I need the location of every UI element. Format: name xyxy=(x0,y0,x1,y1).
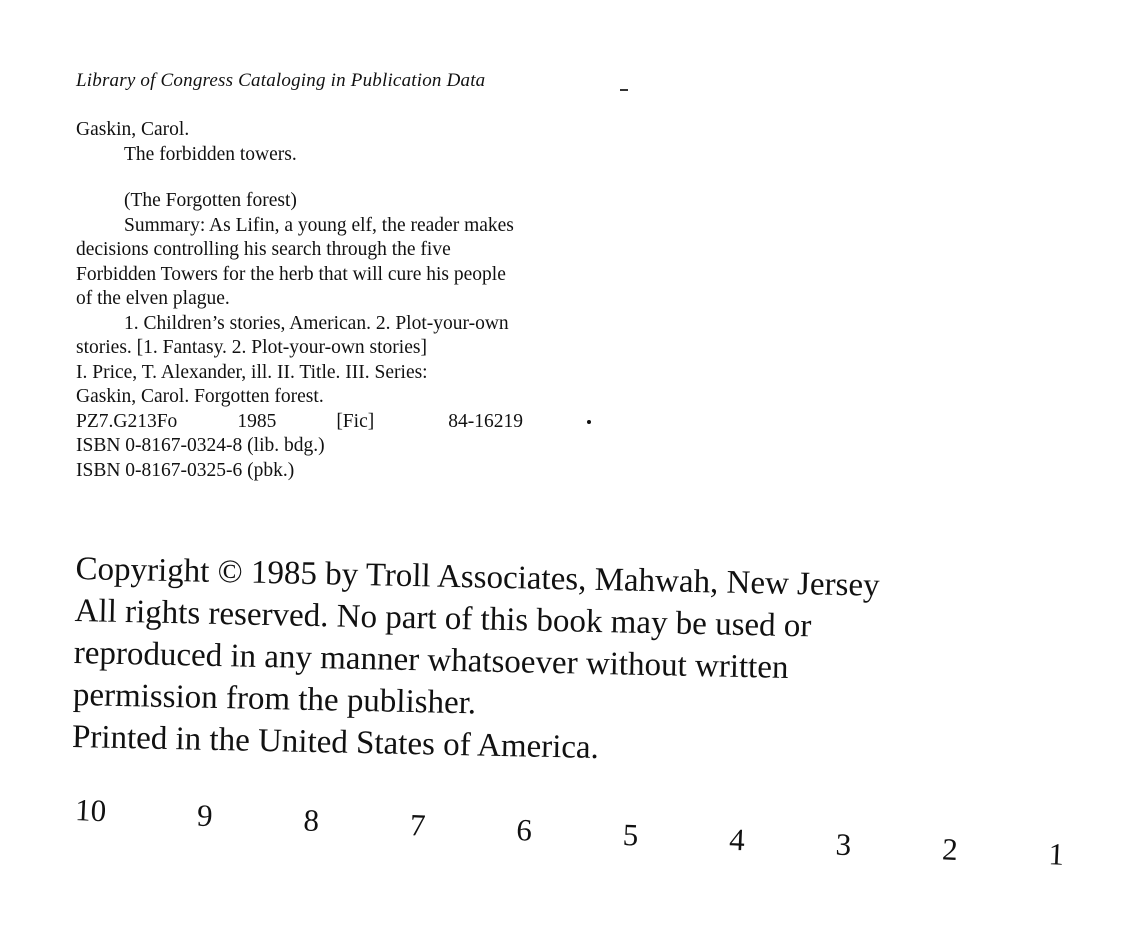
rights-line: reproduced in any manner whatsoever without written xyxy=(73,634,789,686)
cip-author: Gaskin, Carol. xyxy=(76,119,190,140)
cip-summary-line: decisions controlling his search through the five xyxy=(76,239,451,260)
scan-speck xyxy=(620,89,628,91)
cip-subject-line: 1. Children’s stories, American. 2. Plot-your-own xyxy=(124,312,509,334)
cip-subject-line: stories. [1. Fantasy. 2. Plot-your-own stories] xyxy=(76,337,427,358)
cip-summary-line: of the elven plague. xyxy=(76,288,230,309)
copyright-notice xyxy=(72,548,1116,780)
printing-number: 2 xyxy=(941,831,959,868)
cip-gap xyxy=(76,167,696,189)
printing-number: 5 xyxy=(622,816,640,853)
cip-isbn-lib: ISBN 0-8167-0324-8 (lib. bdg.) xyxy=(76,435,325,456)
cip-title: The forbidden towers. xyxy=(124,143,297,165)
cip-series: (The Forgotten forest) xyxy=(124,190,297,211)
rights-line: permission from the publisher. xyxy=(72,676,477,722)
printing-number: 8 xyxy=(302,802,320,839)
cip-year: 1985 xyxy=(237,410,277,432)
cip-lccn: 84-16219 xyxy=(448,410,523,432)
printing-number: 1 xyxy=(1047,836,1065,872)
copyright-line: Copyright © 1985 by Troll Associates, Mahwah, New Jersey xyxy=(75,550,880,604)
printing-line xyxy=(74,792,1065,873)
printing-number: 7 xyxy=(409,807,427,843)
printing-number: 9 xyxy=(196,797,214,834)
cip-call-number: PZ7.G213Fo xyxy=(76,410,178,432)
rights-line: All rights reserved. No part of this book may be used or xyxy=(74,592,812,645)
printing-number: 4 xyxy=(728,821,746,858)
printed-in-line: Printed in the United States of America. xyxy=(71,718,600,766)
cip-summary-line: Summary: As Lifin, a young elf, the reader makes xyxy=(124,214,514,236)
printing-number: 6 xyxy=(515,812,533,848)
cip-isbn-pbk: ISBN 0-8167-0325-6 (pbk.) xyxy=(76,459,295,481)
printing-number: 3 xyxy=(834,826,853,863)
printing-number: 10 xyxy=(74,792,107,829)
cip-subject-line: I. Price, T. Alexander, ill. II. Title. III. Series: xyxy=(76,361,428,383)
cip-fic: [Fic] xyxy=(336,410,375,432)
cip-block xyxy=(76,118,696,483)
cip-classification-line xyxy=(76,410,696,435)
cip-summary-line: Forbidden Towers for the herb that will cure his people xyxy=(76,263,506,285)
cip-heading: Library of Congress Cataloging in Publication Data xyxy=(76,70,486,91)
scan-dot xyxy=(587,420,591,424)
cip-subject-line: Gaskin, Carol. Forgotten forest. xyxy=(76,386,324,407)
